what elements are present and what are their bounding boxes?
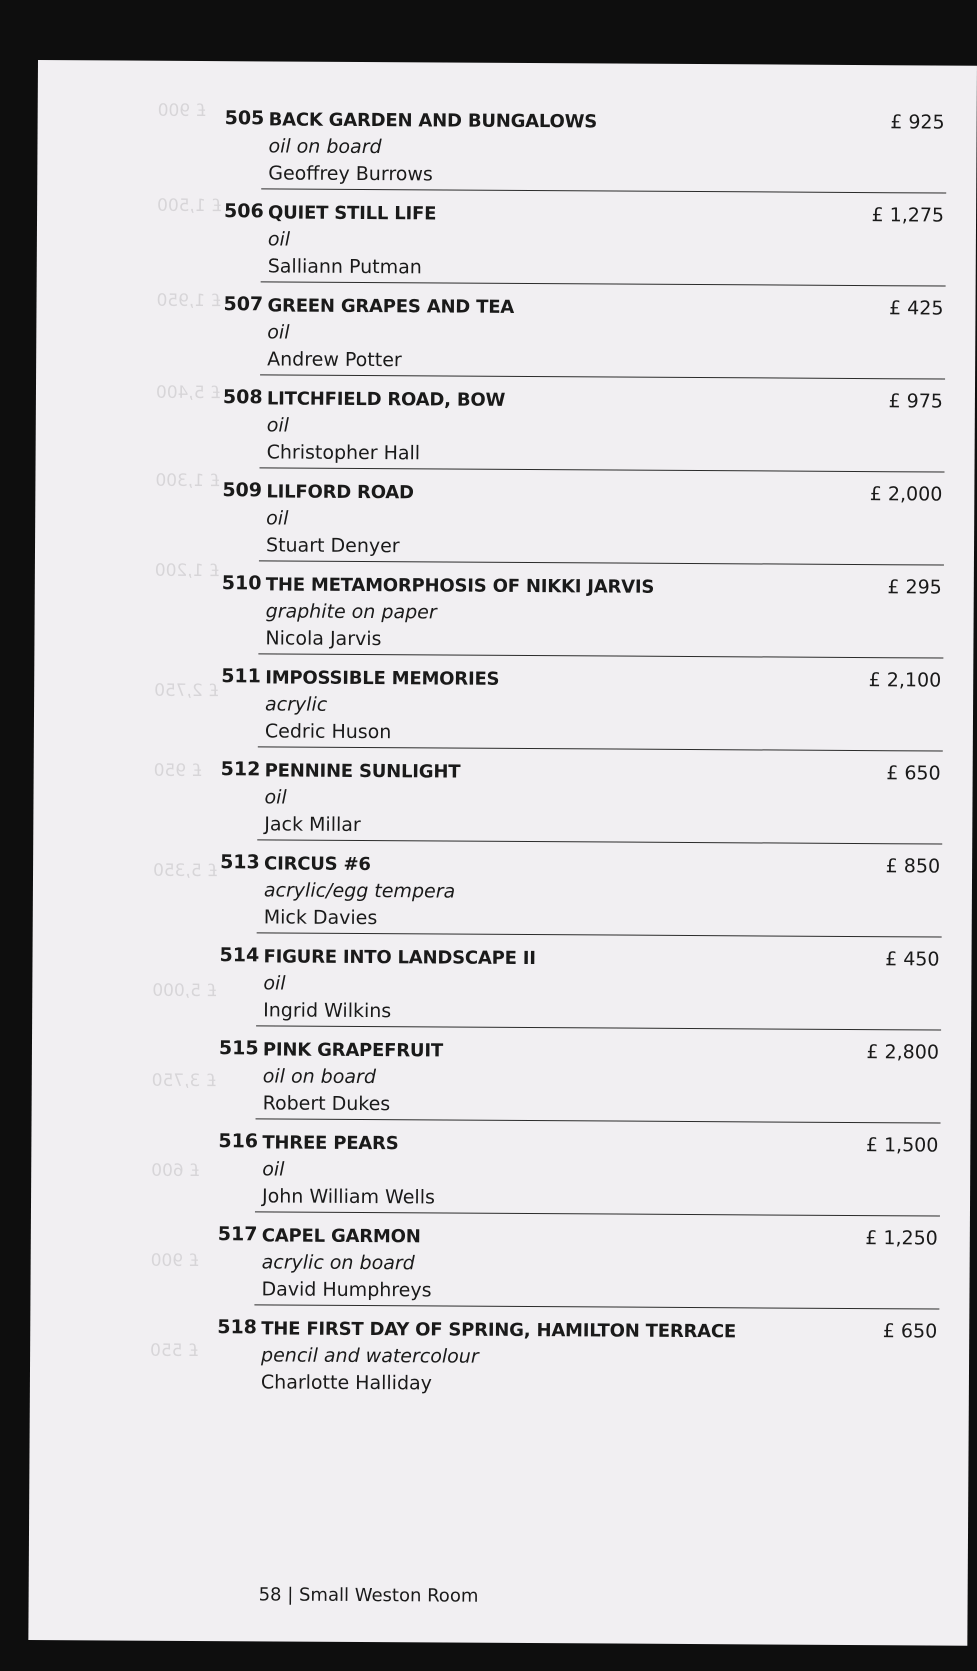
entry-number: 512	[220, 758, 261, 781]
entry-medium: oil	[266, 507, 289, 530]
entry-medium: acrylic	[265, 693, 328, 716]
entry-number: 513	[220, 851, 260, 874]
entry-title: IMPOSSIBLE MEMORIES	[265, 667, 500, 690]
entry-price: £ 295	[887, 576, 942, 599]
entry-price: £ 650	[882, 1320, 938, 1343]
entry-artist: Andrew Potter	[267, 348, 402, 372]
entry-number: 516	[218, 1130, 259, 1153]
page-footer: 58 | Small Weston Room	[258, 1584, 479, 1607]
entry-title: PINK GRAPEFRUIT	[262, 1039, 444, 1062]
entry-artist: Christopher Hall	[266, 441, 421, 465]
entry-title: CAPEL GARMON	[261, 1225, 421, 1248]
entry-price: £ 975	[888, 390, 943, 413]
entry-artist: Stuart Denyer	[265, 534, 400, 558]
entry-price: £ 850	[885, 855, 941, 878]
entry-number: 505	[224, 107, 265, 130]
entry-title: GREEN GRAPES AND TEA	[267, 295, 515, 318]
entry-price: £ 925	[890, 111, 945, 134]
entry-title: BACK GARDEN AND BUNGALOWS	[268, 109, 598, 133]
entry-medium: oil	[267, 228, 291, 251]
entry-medium: oil	[263, 972, 286, 995]
entry-medium: oil	[262, 1158, 285, 1181]
entry-artist: Charlotte Halliday	[260, 1371, 433, 1395]
entry-number: 510	[221, 572, 262, 595]
entry-number: 515	[218, 1037, 259, 1060]
entry-artist: Ingrid Wilkins	[263, 999, 392, 1023]
entry-title: THREE PEARS	[262, 1132, 399, 1155]
entry-medium: graphite on paper	[265, 600, 437, 624]
entry-artist: David Humphreys	[261, 1278, 432, 1302]
entry-number: 511	[221, 665, 261, 688]
entry-title: CIRCUS #6	[264, 853, 371, 876]
entry-title: THE FIRST DAY OF SPRING, HAMILTON TERRACE	[261, 1318, 737, 1343]
entry-artist: Robert Dukes	[262, 1092, 391, 1116]
entry-number: 506	[224, 200, 264, 223]
entry-number: 518	[217, 1316, 258, 1339]
entry-number: 507	[223, 293, 264, 316]
entry-title: FIGURE INTO LANDSCAPE II	[263, 946, 536, 970]
entry-artist: Nicola Jarvis	[265, 627, 382, 651]
entry-price: £ 2,800	[866, 1041, 940, 1064]
entry-medium: acrylic/egg tempera	[263, 879, 456, 903]
entry-number: 517	[217, 1223, 258, 1246]
entry-title: THE METAMORPHOSIS OF NIKKI JARVIS	[265, 574, 655, 598]
reverse-page-bleed: £ 900 £ 1,500 £ 1,950 £ 5,400 £ 1,300 £ 1,200 £ 2,750 £ 950 £ 5,350 £ 5,000 £ 3,750 £ 600 £ 900 £ 550	[150, 100, 223, 1362]
entry-artist: Geoffrey Burrows	[268, 162, 433, 186]
entry-artist: Mick Davies	[263, 906, 378, 930]
entry-medium: oil	[267, 321, 290, 344]
entry-medium: pencil and watercolour	[261, 1344, 479, 1368]
catalogue-page	[28, 60, 977, 1646]
entry-price: £ 450	[885, 948, 940, 971]
entry-number: 509	[222, 479, 263, 502]
entry-medium: oil	[266, 414, 290, 437]
entry-price: £ 1,250	[865, 1227, 938, 1250]
entry-medium: oil	[264, 786, 287, 809]
entry-title: PENNINE SUNLIGHT	[264, 760, 461, 783]
entry-medium: oil on board	[262, 1065, 377, 1089]
entry-artist: Cedric Huson	[264, 720, 392, 744]
entry-medium: oil on board	[268, 135, 382, 159]
entry-price: £ 425	[889, 297, 944, 320]
entry-price: £ 650	[886, 762, 941, 785]
entry-price: £ 1,275	[871, 204, 945, 227]
entry-price: £ 2,000	[869, 483, 943, 506]
entry-number: 508	[222, 386, 263, 409]
entry-price: £ 1,500	[865, 1134, 939, 1157]
entry-artist: John William Wells	[261, 1185, 435, 1209]
entry-medium: acrylic on board	[261, 1251, 415, 1275]
entry-title: LITCHFIELD ROAD, BOW	[266, 388, 506, 411]
entry-number: 514	[219, 944, 260, 967]
entry-title: QUIET STILL LIFE	[268, 202, 437, 225]
entry-artist: Jack Millar	[264, 813, 361, 836]
entry-price: £ 2,100	[868, 669, 942, 692]
entry-title: LILFORD ROAD	[266, 481, 414, 504]
entry-artist: Salliann Putman	[267, 255, 422, 279]
